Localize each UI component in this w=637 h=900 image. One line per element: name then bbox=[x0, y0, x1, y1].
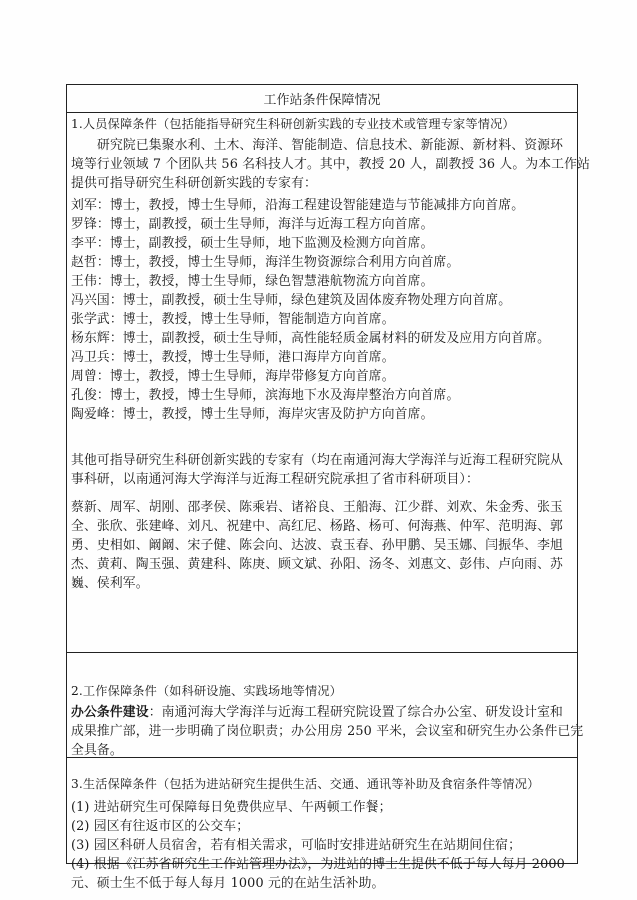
living-item: 元、硕士生不低于每人每月 1000 元的在站生活补助。 bbox=[71, 876, 385, 891]
expert-item: 陶爱峰：博士，教授，博士生导师，海岸灾害及防护方向首席。 bbox=[71, 407, 434, 422]
expert-item: 周曾：博士，教授，博士生导师，海岸带修复方向首席。 bbox=[71, 369, 395, 384]
expert-item: 李平：博士，副教授，硕士生导师，地下监测及检测方向首席。 bbox=[71, 236, 434, 251]
work-line bbox=[71, 701, 573, 720]
personnel-heading: 1.人员保障条件（包括能指导研究生科研创新实践的专业技术或管理专家等情况） bbox=[71, 117, 515, 131]
others-names-line: 巍、侯利军。 bbox=[71, 576, 149, 591]
personnel-section bbox=[67, 112, 591, 653]
living-item: (3) 园区科研人员宿舍，若有相关需求，可临时安排进站研究生在站期间住宿； bbox=[71, 838, 522, 853]
work-heading: 2.工作保障条件（如科研设施、实践场地等情况） bbox=[71, 684, 343, 698]
conditions-table bbox=[66, 84, 591, 891]
work-section bbox=[67, 652, 584, 758]
expert-item: 张学武：博士，教授，博士生导师，智能制造方向首席。 bbox=[71, 312, 395, 327]
intro-line: 提供可指导研究生科研创新实践的专家有： bbox=[71, 176, 317, 191]
others-names-line: 杰、黄莉、陶玉强、黄建科、陈庚、顾文斌、孙阳、汤冬、刘惠文、彭伟、卢向雨、苏 bbox=[71, 557, 563, 572]
intro-line: 研究院已集聚水利、土木、海洋、智能制造、信息技术、新能源、新材料、资源环 bbox=[97, 138, 564, 153]
expert-item: 罗锋：博士，副教授，硕士生导师，海洋与近海工程方向首席。 bbox=[71, 217, 434, 232]
living-section bbox=[67, 757, 577, 891]
others-names-line: 勇、史相如、阚阚、宋子健、陈会向、达波、袁玉春、孙甲鹏、吴玉娜、闫振华、李旭 bbox=[71, 538, 563, 553]
others-names-line: 蔡新、周军、胡刚、邵孝侯、陈乘岩、诸裕良、王船海、江少群、刘欢、朱金秀、张玉 bbox=[71, 500, 563, 515]
others-intro-line: 其他可指导研究生科研创新实践的专家有（均在南通河海大学海洋与近海工程研究院从 bbox=[71, 453, 563, 468]
living-item: (2) 园区有往返市区的公交车； bbox=[71, 819, 250, 834]
expert-item: 冯卫兵：博士，教授，博士生导师，港口海岸方向首席。 bbox=[71, 350, 395, 365]
living-item: (4) 根据《江苏省研究生工作站管理办法》，为进站的博士生提供不低于每人每月 2000 bbox=[71, 857, 565, 872]
expert-item: 孔俊：博士，教授，博士生导师，滨海地下水及海岸整治方向首席。 bbox=[71, 388, 460, 403]
expert-item: 冯兴国：博士，副教授，硕士生导师，绿色建筑及固体废弃物处理方向首席。 bbox=[71, 293, 512, 308]
work-line: 成果推广部，进一步明确了岗位职责；办公用房 250 平米，会议室和研究生办公条件已完 bbox=[71, 724, 584, 739]
work-label: 办公条件建设 bbox=[71, 705, 149, 720]
living-heading: 3.生活保障条件（包括为进站研究生提供生活、交通、通讯等补助及食宿条件等情况） bbox=[71, 777, 540, 791]
work-line: 全具备。 bbox=[71, 743, 123, 758]
intro-line: 境等行业领域 7 个团队共 56 名科技人才。其中，教授 20 人，副教授 36 人。为本工作站 bbox=[71, 157, 591, 172]
expert-item: 杨东辉：博士，副教授，硕士生导师，高性能轻质金属材料的研发及应用方向首席。 bbox=[71, 331, 551, 346]
living-item: (1) 进站研究生可保障每日免费供应早、午两顿工作餐； bbox=[71, 800, 392, 815]
expert-item: 王伟：博士，教授，博士生导师，绿色智慧港航物流方向首席。 bbox=[71, 274, 434, 289]
expert-item: 赵哲：博士，教授，博士生导师，海洋生物资源综合利用方向首席。 bbox=[71, 255, 460, 270]
others-intro-line: 事科研，以南通河海大学海洋与近海工程研究院承担了省市科研项目）： bbox=[71, 472, 479, 487]
work-text: ：南通河海大学海洋与近海工程研究院设置了综合办公室、研发设计室和 bbox=[148, 705, 563, 720]
expert-item: 刘军：博士，教授，博士生导师，沿海工程建设智能建造与节能减排方向首席。 bbox=[71, 198, 525, 213]
others-names-line: 全、张欣、张建峰、刘凡、祝建中、高红尼、杨路、杨可、何海燕、仲军、范明海、郭 bbox=[71, 519, 563, 534]
table-title: 工作站条件保障情况 bbox=[67, 85, 577, 113]
